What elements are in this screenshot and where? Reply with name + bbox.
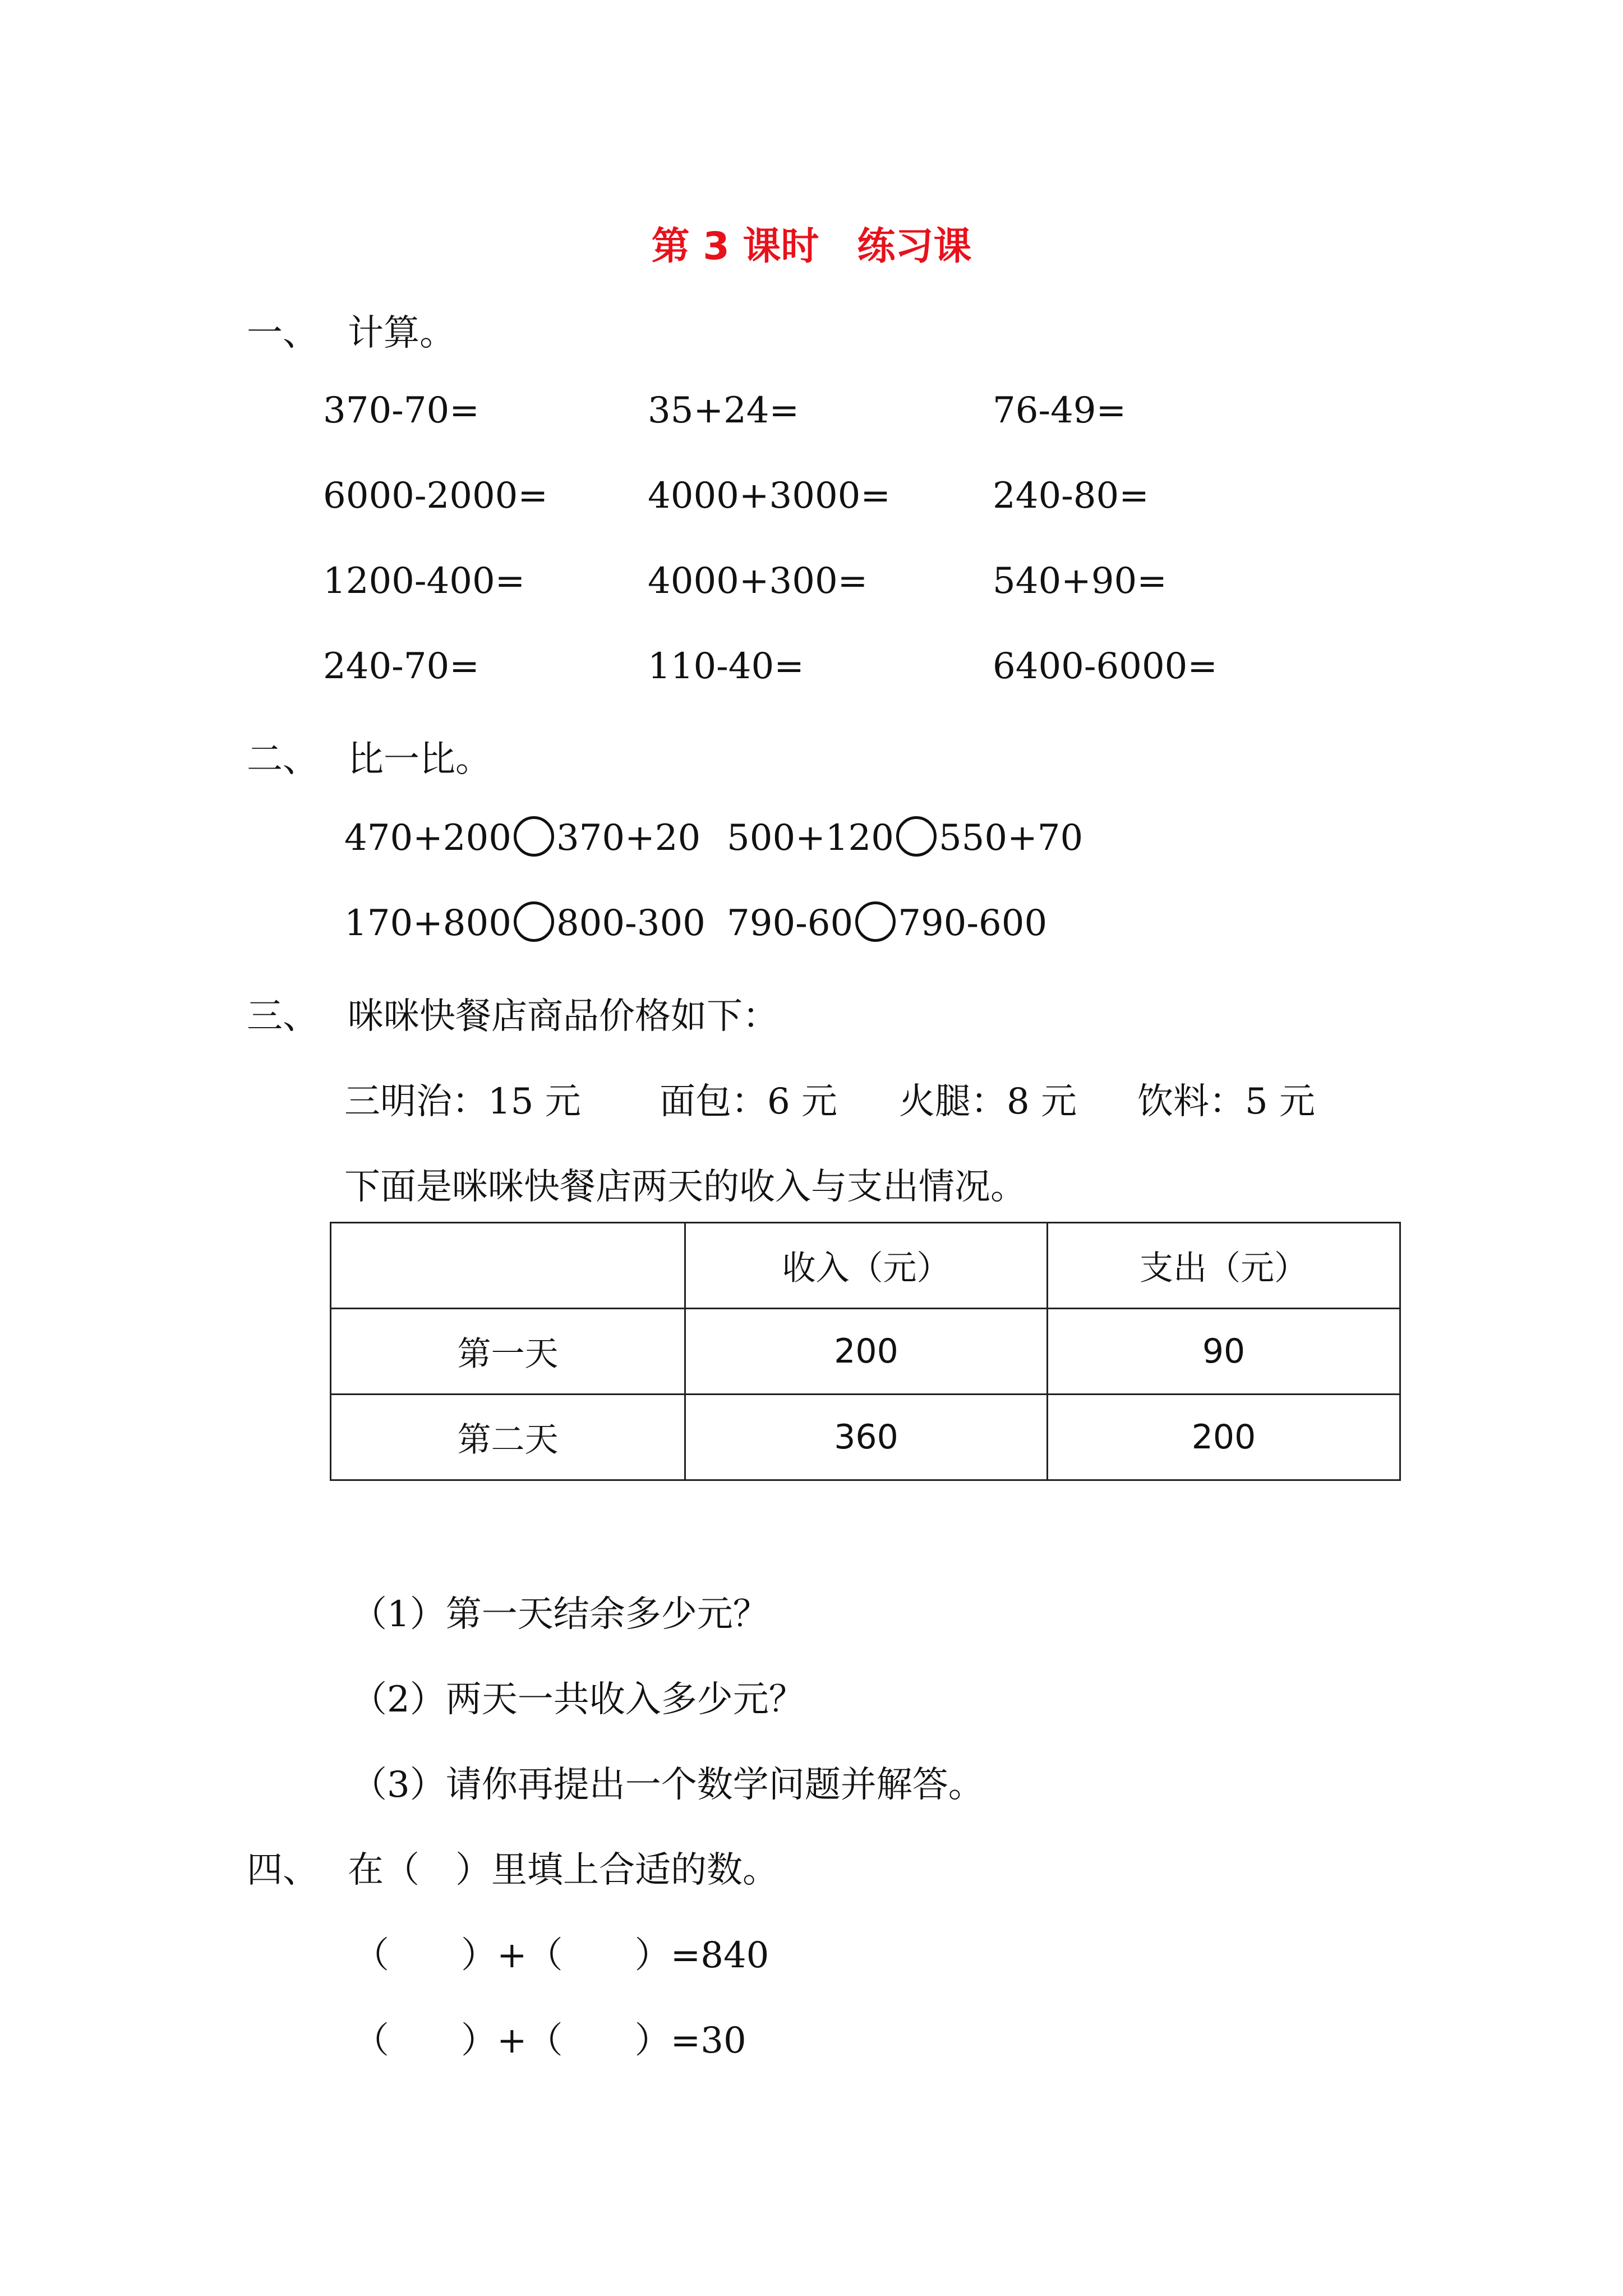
page-title: 第 3 课时 练习课	[651, 224, 972, 269]
compare-left: 470+200	[344, 817, 511, 859]
calc-item: 6400-6000=	[993, 646, 1218, 687]
table-cell: 200	[1048, 1395, 1400, 1480]
compare-item	[727, 901, 1047, 944]
calc-item: 6000-2000=	[323, 475, 548, 517]
fill-in-blank-item[interactable]: （ ）+（ ）=30	[353, 2020, 746, 2062]
table-header-cell: 支出（元）	[1048, 1223, 1400, 1309]
table-cell: 第二天	[331, 1395, 685, 1480]
calc-item: 35+24=	[648, 390, 800, 431]
compare-item	[344, 901, 706, 944]
price-item: 火腿：8 元	[899, 1081, 1077, 1122]
table-row	[331, 1395, 1400, 1480]
compare-item	[344, 816, 700, 859]
question-item: （3）请你再提出一个数学问题并解答。	[351, 1764, 984, 1806]
compare-circle-blank[interactable]	[855, 901, 896, 942]
table-header-cell: 收入（元）	[685, 1223, 1048, 1309]
table-cell: 第一天	[331, 1309, 685, 1395]
price-item: 三明治：15 元	[344, 1081, 581, 1122]
compare-left: 790-60	[727, 903, 854, 944]
table-header-row	[331, 1223, 1400, 1309]
compare-left: 500+120	[727, 817, 894, 859]
table-header-cell	[331, 1223, 685, 1309]
calc-item: 1200-400=	[323, 560, 525, 602]
calc-item: 76-49=	[993, 390, 1127, 431]
section-text: 在（ ）里填上合适的数。	[348, 1849, 778, 1891]
calc-item: 240-70=	[323, 646, 479, 687]
compare-item	[727, 816, 1083, 859]
section-text: 计算。	[348, 312, 455, 354]
question-item: （1）第一天结余多少元？	[351, 1594, 769, 1635]
table-cell: 90	[1048, 1309, 1400, 1395]
section-text: 比一比。	[348, 739, 491, 780]
table-cell: 360	[685, 1395, 1048, 1480]
section-number: 一、	[247, 312, 319, 354]
table-intro: 下面是咪咪快餐店两天的收入与支出情况。	[344, 1166, 1026, 1208]
compare-right: 370+20	[556, 817, 701, 859]
question-item: （2）两天一共收入多少元？	[351, 1679, 805, 1720]
table-row	[331, 1309, 1400, 1395]
calc-item: 4000+300=	[648, 560, 868, 602]
calc-item: 370-70=	[323, 390, 479, 431]
compare-circle-blank[interactable]	[514, 816, 554, 857]
compare-circle-blank[interactable]	[896, 816, 937, 857]
calc-item: 540+90=	[993, 560, 1167, 602]
compare-circle-blank[interactable]	[514, 901, 554, 942]
section-number: 四、	[247, 1849, 319, 1891]
table-cell: 200	[685, 1309, 1048, 1395]
income-expense-table	[330, 1222, 1401, 1481]
section-number: 二、	[247, 739, 319, 780]
fill-in-blank-item[interactable]: （ ）+（ ）=840	[353, 1935, 769, 1976]
calc-item: 4000+3000=	[648, 475, 891, 517]
section-number: 三、	[247, 996, 319, 1037]
section-text: 咪咪快餐店商品价格如下：	[348, 996, 778, 1037]
compare-left: 170+800	[344, 903, 511, 944]
price-item: 面包：6 元	[660, 1081, 838, 1122]
compare-right: 800-300	[556, 903, 706, 944]
calc-item: 110-40=	[648, 646, 804, 687]
price-item: 饮料：5 元	[1137, 1081, 1316, 1122]
calc-item: 240-80=	[993, 475, 1149, 517]
compare-right: 790-600	[898, 903, 1048, 944]
compare-right: 550+70	[938, 817, 1083, 859]
